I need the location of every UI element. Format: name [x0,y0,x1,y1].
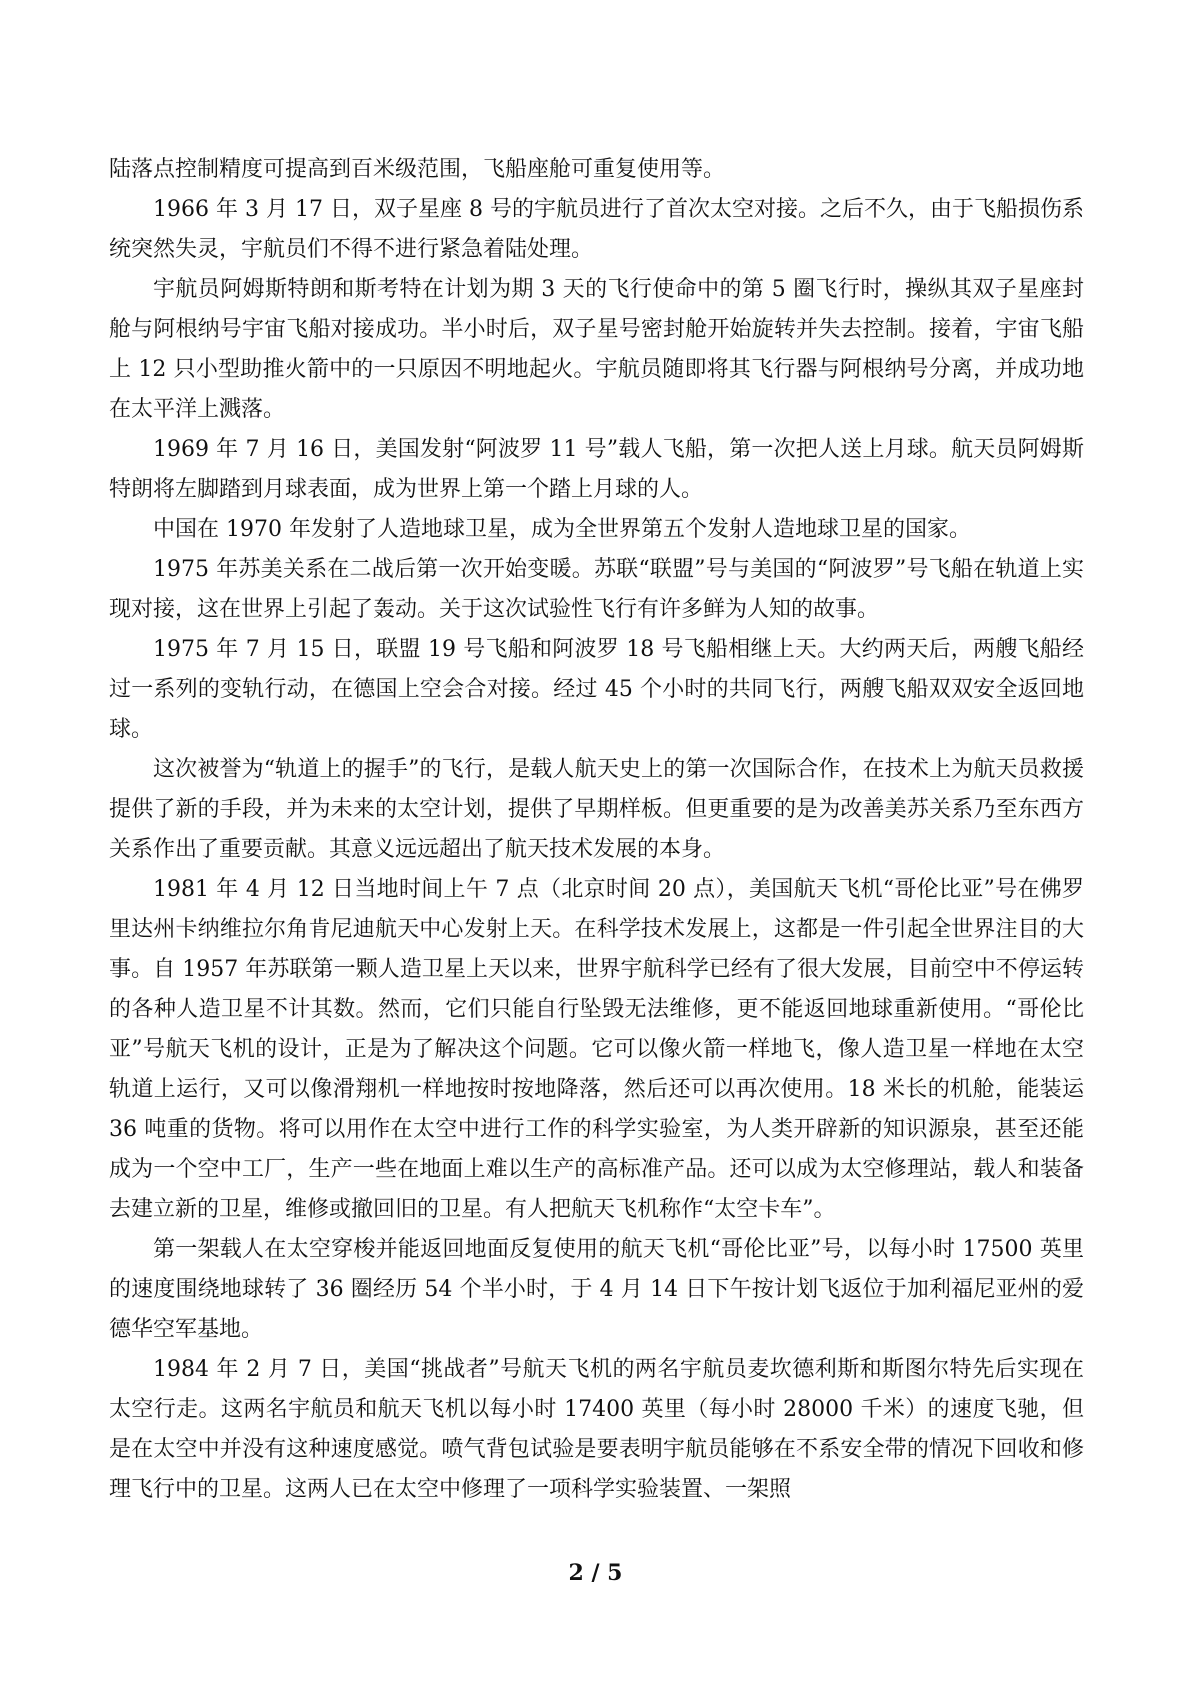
paragraph-us-soviet-1975: 1975 年苏美关系在二战后第一次开始变暖。苏联“联盟”号与美国的“阿波罗”号飞船在轨道上实现对接，这在世界上引起了轰动。关于这次试验性飞行有许多鲜为人知的故事。 [109,557,1084,622]
paragraph-china-1970: 中国在 1970 年发射了人造地球卫星，成为全世界第五个发射人造地球卫星的国家。 [153,517,971,542]
paragraph-continuation: 陆落点控制精度可提高到百米级范围，飞船座舱可重复使用等。 [109,157,726,182]
paragraph-challenger-spacewalk: 1984 年 2 月 7 日，美国“挑战者”号航天飞机的两名宇航员麦坎德利斯和斯图尔特先后实现在太空行走。这两名宇航员和航天飞机以每小时 17400 英里（每小时 28000 千米）的速度飞驰，但是在太空中并没有这种速度感觉。喷气背包试验是要表明宇航员能够在不系安全带的情况下回收和修理飞行中的卫星。这两人已在太空中修理了一项科学实验装置、一架照 [109,1357,1084,1502]
paragraph-apollo-11: 1969 年 7 月 16 日，美国发射“阿波罗 11 号”载人飞船，第一次把人送上月球。航天员阿姆斯特朗将左脚踏到月球表面，成为世界上第一个踏上月球的人。 [109,437,1084,502]
paragraph-columbia-launch: 1981 年 4 月 12 日当地时间上午 7 点（北京时间 20 点），美国航天飞机“哥伦比亚”号在佛罗里达州卡纳维拉尔角肯尼迪航天中心发射上天。在科学技术发展上，这都是一件引起全世界注目的大事。自 1957 年苏联第一颗人造卫星上天以来，世界宇航科学已经有了很大发展，目前空中不停运转的各种人造卫星不计其数。然而，它们只能自行坠毁无法维修，更不能返回地球重新使用。“哥伦比亚”号航天飞机的设计，正是为了解决这个问题。它可以像火箭一样地飞，像人造卫星一样地在太空轨道上运行，又可以像滑翔机一样地按时按地降落，然后还可以再次使用。18 米长的机舱，能装运 36 吨重的货物。将可以用作在太空中进行工作的科学实验室，为人类开辟新的知识源泉，甚至还能成为一个空中工厂，生产一些在地面上难以生产的高标准产品。还可以成为太空修理站，载人和装备去建立新的卫星，维修或撤回旧的卫星。有人把航天飞机称作“太空卡车”。 [109,877,1084,1222]
page-number: 2 / 5 [568,1560,623,1586]
paragraph-handshake-in-orbit: 这次被誉为“轨道上的握手”的飞行，是载人航天史上的第一次国际合作，在技术上为航天员救援提供了新的手段，并为未来的太空计划，提供了早期样板。但更重要的是为改善美苏关系乃至东西方关系作出了重要贡献。其意义远远超出了航天技术发展的本身。 [109,757,1084,862]
paragraph-armstrong-scott: 宇航员阿姆斯特朗和斯考特在计划为期 3 天的飞行使命中的第 5 圈飞行时，操纵其双子星座封舱与阿根纳号宇宙飞船对接成功。半小时后，双子星号密封舱开始旋转并失去控制。接着，宇宙飞船上 12 只小型助推火箭中的一只原因不明地起火。宇航员随即将其飞行器与阿根纳号分离，并成功地在太平洋上溅落。 [109,277,1084,422]
paragraph-soyuz-apollo-launch: 1975 年 7 月 15 日，联盟 19 号飞船和阿波罗 18 号飞船相继上天。大约两天后，两艘飞船经过一系列的变轨行动，在德国上空会合对接。经过 45 个小时的共同飞行，两艘飞船双双安全返回地球。 [109,637,1084,742]
paragraph-gemini-8-docking: 1966 年 3 月 17 日，双子星座 8 号的宇航员进行了首次太空对接。之后不久，由于飞船损伤系统突然失灵，宇航员们不得不进行紧急着陆处理。 [109,197,1084,262]
paragraph-columbia-return: 第一架载人在太空穿梭并能返回地面反复使用的航天飞机“哥伦比亚”号，以每小时 17500 英里的速度围绕地球转了 36 圈经历 54 个半小时，于 4 月 14 日下午按计划飞返位于加利福尼亚州的爱德华空军基地。 [109,1237,1084,1342]
page-body [109,150,1084,1510]
